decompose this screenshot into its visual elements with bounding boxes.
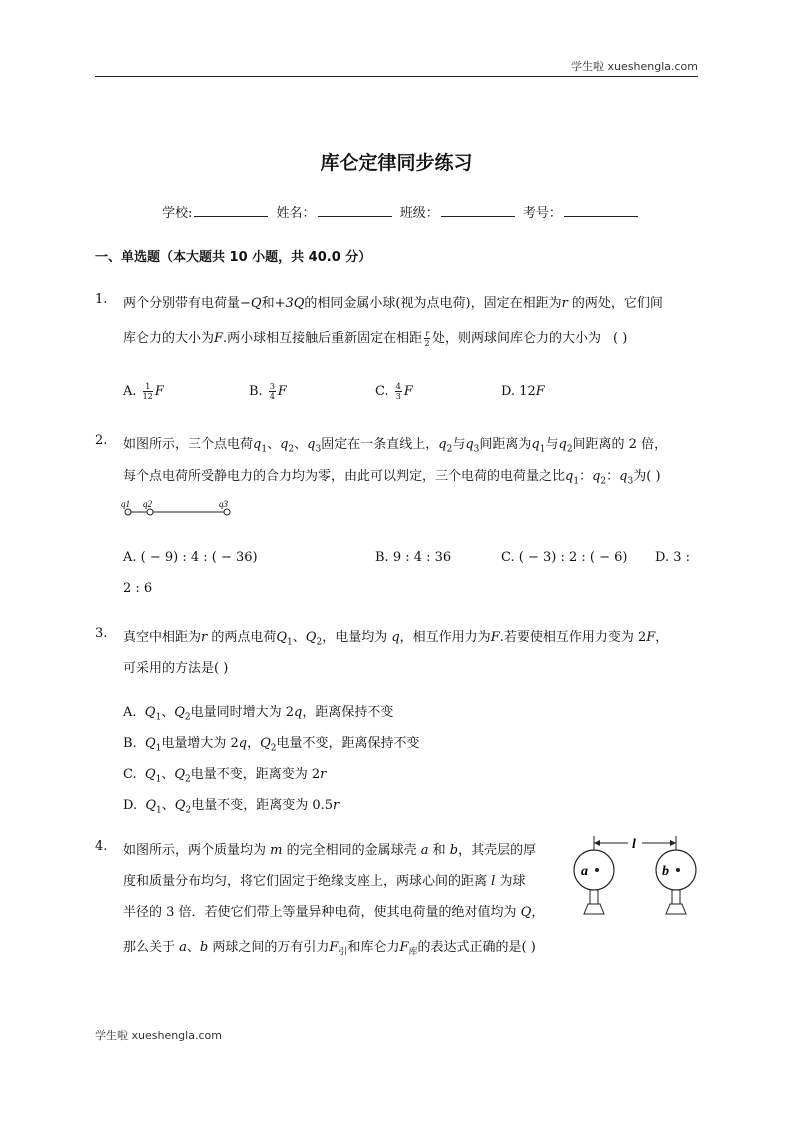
q4-fig-base-a (584, 904, 604, 914)
q1-text: 的两处，它们间 (567, 296, 663, 311)
q2-fig-charge-3 (224, 509, 230, 515)
q4-fig-label-l: l (632, 837, 636, 852)
q2-number: 2. (95, 433, 108, 448)
q4-fig-sphere-a (574, 850, 614, 890)
school-field[interactable] (194, 204, 268, 217)
q2-option-b[interactable]: B. 9 : 4 : 36 (375, 550, 452, 565)
q4-line-3: 半径的 3 倍．若使它们带上等量异种电荷，使其电荷量的绝对值均为 Q， (123, 905, 545, 920)
q4-fig-center-a (595, 868, 599, 872)
q1-option-d[interactable]: D. 12F (501, 384, 545, 399)
q4-fig-stand-a (590, 890, 598, 904)
q2-option-c[interactable]: C. ( − 3) : 2 : ( − 6) (501, 550, 628, 565)
q1-line-2 (123, 327, 627, 348)
q1-line-1 (123, 292, 663, 311)
q3-option-a[interactable]: A. $Q_1$、$Q_2$电量同时增大为 2q，距离保持不变 (123, 705, 394, 723)
header-divider (95, 76, 698, 77)
q1-answer-paren: ( ) (613, 331, 628, 346)
q1-charge-b: +3Q (274, 296, 305, 311)
q4-line-1: 如图所示，两个质量均为 m 的完全相同的金属球壳 a 和 b，其壳层的厚 (123, 843, 537, 858)
q4-fig-arrow-right (670, 840, 676, 846)
q4-fig-label-b: b (662, 864, 669, 879)
class-label: 班级： (399, 206, 439, 221)
q1-var-F: F (214, 331, 224, 346)
q2-option-a[interactable]: A. ( − 9) : 4 : ( − 36) (123, 550, 258, 565)
q1-text: 库仑力的大小为 (123, 331, 215, 346)
q1-number: 1. (95, 292, 108, 307)
q2-line-2: 每个点电荷所受静电力的合力均为零，由此可以判定，三个电荷的电荷量之比$q_1$：$q_2$：$q_3$为( ) (123, 469, 661, 487)
q1-option-c[interactable]: C. $\frac{4}{3}$ F (375, 382, 413, 401)
q2-fig-label-q2: q2 (143, 499, 152, 509)
q1-option-a[interactable]: A. $\frac{1}{12}$ F (123, 382, 164, 401)
q1-option-b[interactable]: B. $\frac{3}{4}$ F (249, 382, 287, 401)
footer-site: 学生啦 xueshengla.com (95, 1029, 222, 1042)
q1-text: 两个分别带有电荷量 (123, 296, 241, 311)
q4-fig-center-b (676, 868, 680, 872)
q4-fig-base-b (666, 904, 686, 914)
q1-fraction: $\frac{r}{2}$ (424, 329, 430, 348)
q3-number: 3. (95, 626, 108, 641)
q1-var-r: r (561, 296, 568, 311)
q2-line-1: 如图所示，三个点电荷$q_1$、$q_2$、$q_3$固定在一条直线上，$q_2$与$q_3$间距离为$q_1$与$q_2$间距离的 2 倍， (123, 437, 668, 455)
q3-line-2: 可采用的方法是( ) (123, 661, 229, 676)
header-site: 学生啦 xueshengla.com (571, 60, 698, 73)
q4-fig-stand-b (672, 890, 680, 904)
exam-no-field[interactable] (564, 204, 638, 217)
q1-text: 和 (261, 296, 275, 311)
q3-line-1: 真空中相距为r 的两点电荷$Q_1$、$Q_2$，电量均为 q，相互作用力为F.若要使相互作用力变为 2F， (123, 630, 669, 648)
q1-text: .两小球相互接触后重新固定在相距 (223, 331, 423, 346)
q3-option-d[interactable]: D. $Q_1$、$Q_2$电量不变，距离变为 0.5r (123, 798, 340, 816)
exam-no-label: 考号： (522, 206, 562, 221)
q3-option-b[interactable]: B. $Q_1$电量增大为 2q，$Q_2$电量不变，距离保持不变 (123, 736, 420, 754)
q4-fig-arrow-left (594, 840, 600, 846)
class-field[interactable] (441, 204, 515, 217)
q2-charges-figure (118, 496, 238, 520)
q4-fig-label-a: a (581, 864, 588, 879)
q4-spheres-figure (570, 830, 700, 922)
school-label: 学校: (162, 206, 193, 221)
q4-number: 4. (95, 839, 108, 854)
q1-charge-a: −Q (240, 296, 262, 311)
q3-option-c[interactable]: C. $Q_1$、$Q_2$电量不变，距离变为 2r (123, 767, 327, 785)
page-title: 库仑定律同步练习 (320, 152, 473, 174)
section-heading: 一、单选题（本大题共 10 小题，共 40.0 分） (95, 250, 372, 265)
q4-line-4: 那么关于 a、b 两球之间的万有引力$F_引$和库仑力$F_库$的表达式正确的是( ) (123, 940, 536, 958)
name-label: 姓名： (276, 206, 316, 221)
q2-option-d-cont: 2 : 6 (123, 581, 153, 596)
q1-text: 的相同金属小球(视为点电荷)，固定在相距为 (304, 296, 562, 311)
q1-text: 处，则两球间库仑力的大小为 (432, 331, 602, 346)
q2-fig-label-q3: q3 (219, 499, 228, 509)
q2-fig-label-q1: q1 (121, 499, 130, 509)
q2-fig-charge-2 (147, 509, 153, 515)
student-info (162, 202, 642, 221)
name-field[interactable] (318, 204, 392, 217)
q2-option-d[interactable]: D. 3 : (655, 550, 691, 565)
q2-fig-charge-1 (125, 509, 131, 515)
q4-line-2: 度和质量分布均匀，将它们固定于绝缘支座上，两球心间的距离 l 为球 (123, 874, 526, 889)
